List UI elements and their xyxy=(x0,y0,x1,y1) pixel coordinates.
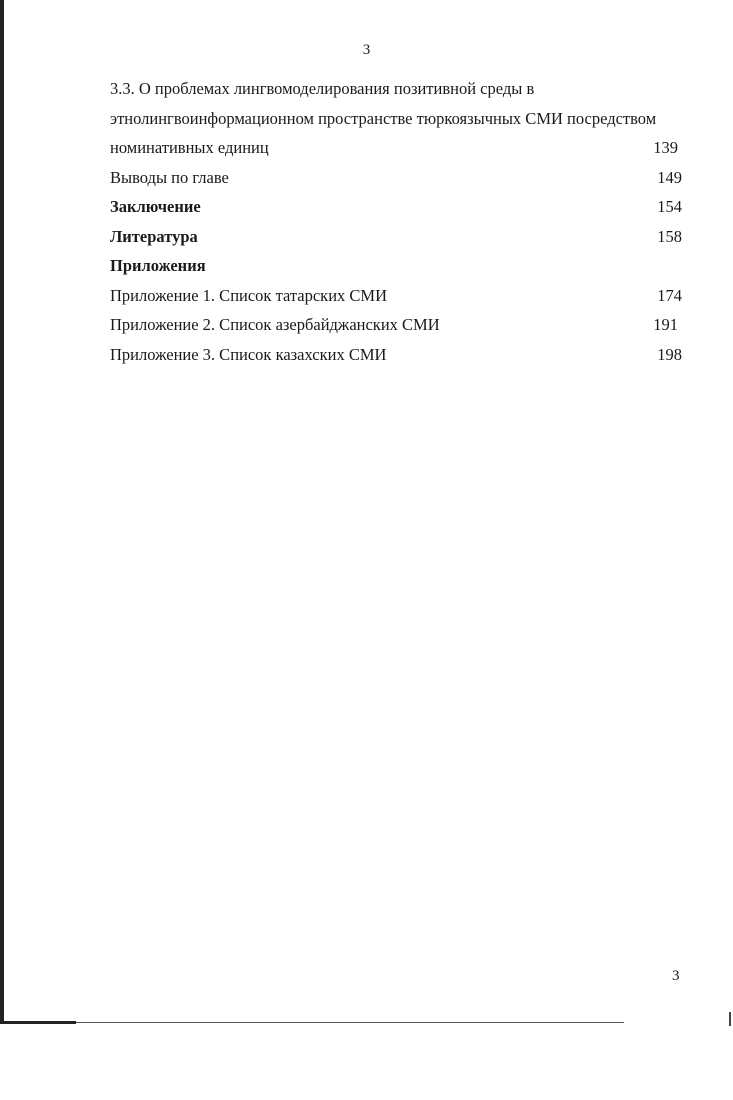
toc-entry-literature-page: 158 xyxy=(657,226,682,246)
scan-border-bottom xyxy=(0,1021,76,1024)
toc-entry-conclusions xyxy=(110,163,682,193)
toc-entry-appendix-1-label: Приложение 1. Список татарских СМИ xyxy=(110,285,387,305)
toc-heading-appendices xyxy=(110,251,682,281)
toc-entry-conclusion-page: 154 xyxy=(657,197,682,216)
toc-entry-conclusion xyxy=(110,192,682,222)
scan-border-bottom-line xyxy=(76,1022,624,1023)
toc-entry-appendix-3 xyxy=(110,340,682,370)
toc-entry-3-3-line-1 xyxy=(110,74,682,104)
toc-entry-3-3-line-2 xyxy=(110,104,682,134)
toc-heading-appendices-label: Приложения xyxy=(110,256,206,275)
table-of-contents xyxy=(110,74,682,369)
toc-entry-3-3-page: 139 xyxy=(653,138,678,157)
toc-entry-3-3-line-3 xyxy=(110,133,682,163)
toc-entry-conclusions-page: 149 xyxy=(657,167,682,187)
toc-entry-appendix-3-label: Приложение 3. Список казахских СМИ xyxy=(110,344,387,364)
toc-entry-appendix-3-page: 198 xyxy=(657,344,682,364)
toc-entry-literature xyxy=(110,222,682,252)
scan-border-left xyxy=(0,0,4,1024)
toc-entry-3-3-text-3: номинативных единиц xyxy=(110,138,269,157)
toc-entry-conclusions-label: Выводы по главе xyxy=(110,167,229,187)
page-number-bottom: 3 xyxy=(672,968,680,984)
scan-mark-right xyxy=(729,1012,731,1026)
toc-entry-appendix-2-label: Приложение 2. Список азербайджанских СМИ xyxy=(110,315,440,334)
toc-entry-3-3-text-2: этнолингвоинформационном пространстве тюркоязычных СМИ посредством xyxy=(110,108,657,128)
toc-entry-appendix-2 xyxy=(110,310,682,340)
toc-entry-3-3-text-1: 3.3. О проблемах лингвомоделирования позитивной среды в xyxy=(110,79,535,98)
toc-entry-appendix-2-page: 191 xyxy=(653,315,678,334)
toc-entry-literature-label: Литература xyxy=(110,226,198,246)
toc-entry-appendix-1 xyxy=(110,281,682,311)
toc-entry-conclusion-label: Заключение xyxy=(110,197,201,216)
toc-entry-appendix-1-page: 174 xyxy=(657,285,682,305)
page-number-top: 3 xyxy=(362,42,371,58)
